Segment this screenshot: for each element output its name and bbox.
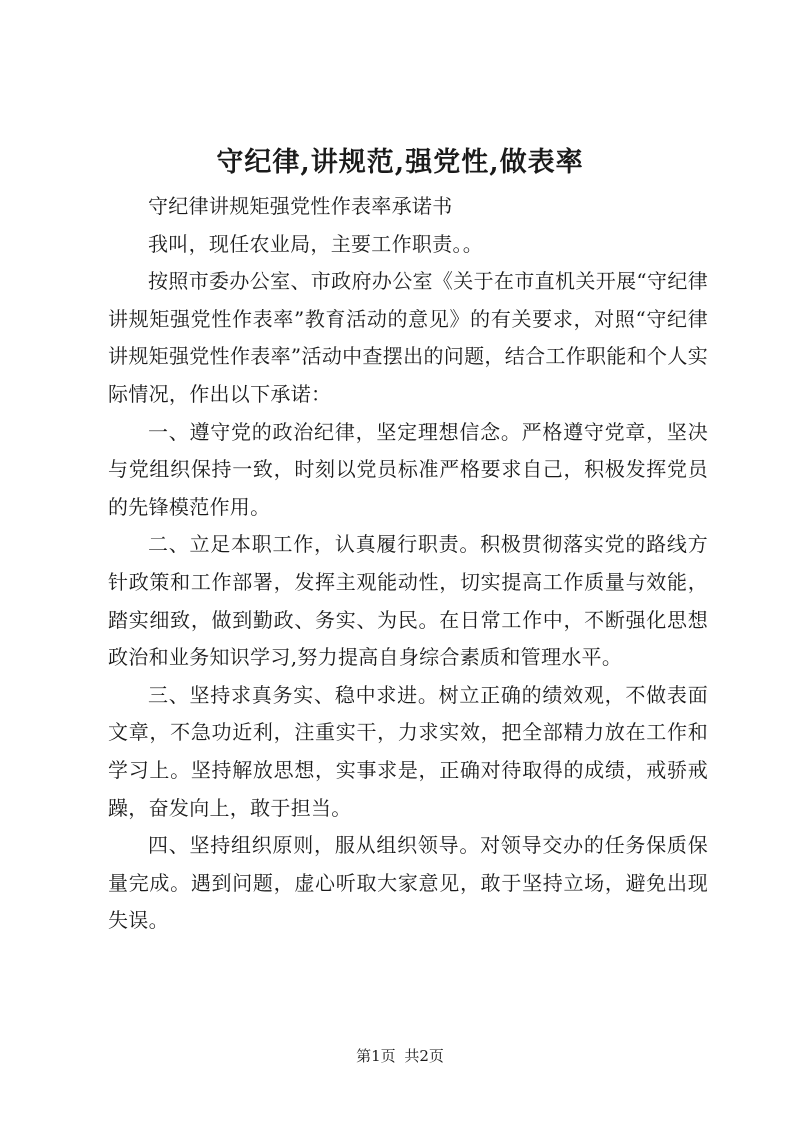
page-total: 共2页 <box>404 1047 444 1065</box>
paragraph-commitment-1: 一、遵守党的政治纪律，坚定理想信念。严格遵守党章，坚决与党组织保持一致，时刻以党员标准严格要求自己，积极发挥党员的先锋模范作用。 <box>108 419 708 519</box>
paragraph-context: 按照市委办公室、市政府办公室《关于在市直机关开展“守纪律讲规矩强党性作表率”教育活动的意见》的有关要求，对照“守纪律讲规矩强党性作表率”活动中查摆出的问题，结合工作职能和个人实际情况，作出以下承诺： <box>108 269 708 406</box>
paragraph-intro: 我叫，现任农业局，主要工作职责。。 <box>148 231 484 256</box>
page-footer <box>0 1046 800 1066</box>
page-number: 第1页 <box>356 1047 396 1065</box>
document-body <box>108 188 708 940</box>
paragraph-commitment-2: 二、立足本职工作，认真履行职责。积极贯彻落实党的路线方针政策和工作部署，发挥主观能动性，切实提高工作质量与效能，踏实细致，做到勤政、务实、为民。在日常工作中，不断强化思想政治和业务知识学习,努力提高自身综合素质和管理水平。 <box>108 532 708 670</box>
document-title: 守纪律,讲规范,强党性,做表率 <box>216 147 584 178</box>
paragraph-subtitle: 守纪律讲规矩强党性作表率承诺书 <box>148 194 453 218</box>
paragraph-commitment-3: 三、坚持求真务实、稳中求进。树立正确的绩效观，不做表面文章，不急功近利，注重实干，力求实效，把全部精力放在工作和学习上。坚持解放思想，实事求是，正确对待取得的成绩，戒骄戒躁，奋发向上，敢于担当。 <box>108 682 708 820</box>
paragraph-commitment-4: 四、坚持组织原则，服从组织领导。对领导交办的任务保质保量完成。遇到问题，虚心听取大家意见，敢于坚持立场，避免出现失误。 <box>108 833 708 933</box>
